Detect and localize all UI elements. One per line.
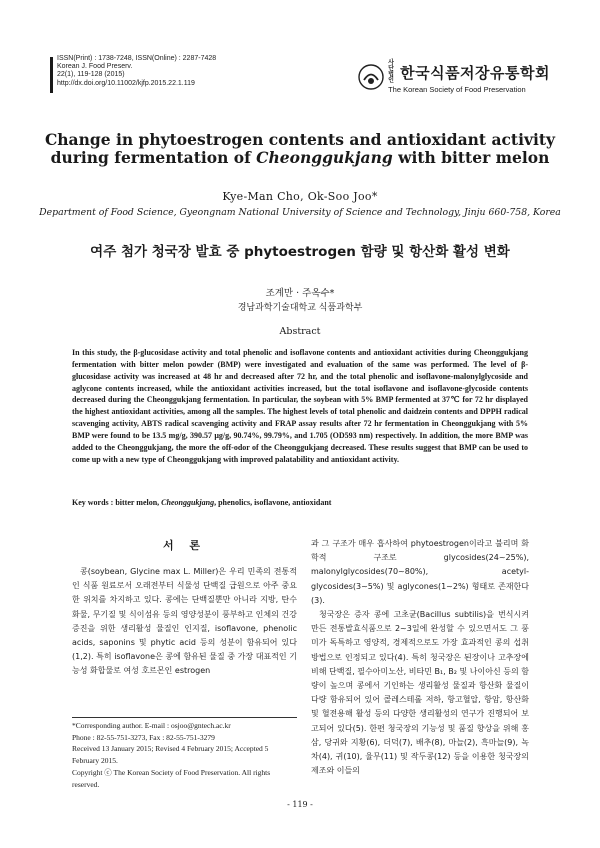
- keywords-part1: bitter melon,: [113, 498, 162, 507]
- society-name-en: The Korean Society of Food Preservation: [388, 85, 526, 94]
- right-column-text: [311, 537, 529, 778]
- paper-title-ko: 여주 첨가 청국장 발효 중 phytoestrogen 함량 및 항산화 활성 변화: [90, 244, 510, 260]
- title-en-italic: Cheonggukjang: [256, 148, 393, 167]
- abstract-body: In this study, the β-glucosidase activity and total phenolic and isoflavone contents and antioxidant activities during Cheonggukjang fermentation with bitter melon powder (BMP) were investigated and evaluation of the same was performed. The level of β-glucosidase activity was increased at 48 hr and decreased after 72 hr, and the total phenolic and isoflavone-malonylglycoside and aglycone contents increased, while the antioxidant activities increased, but the total isoflavone and isoflavone-glycoside contents decreased during the Cheonggukjang fermentation. In particular, the soybean with 5% BMP fermented at 37℃ for 72 hr displayed the highest antioxidant activities, among all the samples. The highest levels of total phenolic and daidzein contents and DPPH radical scavenging activity, ABTS radical scavenging activity and FRAP assay results after 72 hr fermentation in Cheonggukjang with 5% BMP were found to be 13.5 mg/g, 390.57 μg/g, 90.74%, 99.79%, and 1.705 (OD593 nm) respectively. In addition, the more BMP was added to the Cheonggukjang, the more the off-odor of the Cheonggukjang decreased. These results suggest that BMP can be used to come up with a new type of Cheonggukjang with improved palatability and antioxidant activity.: [72, 348, 528, 464]
- footnote-divider: [72, 717, 297, 718]
- doi-link[interactable]: http://dx.doi.org/10.11002/kjfp.2015.22.1.119: [57, 79, 195, 87]
- keywords-label: Key words :: [72, 498, 114, 507]
- society-name-ko: 한국식품저장유통학회: [400, 64, 550, 82]
- left-column-text: [72, 565, 297, 679]
- title-en-part2: with bitter melon: [392, 148, 550, 167]
- right-paragraph-2: 청국장은 증자 콩에 고초균(Bacillus subtilis)을 번식시켜 만든 전통발효식품으로 2~3일에 완성할 수 있으면서도 그 풍미가 독특하고 영양적, 경제적으로도 가장 효과적인 콩의 섭취방법으로 인정되고 있다(4). 특히 청국장은 된장이나 고추장에 비해 단백질, 필수아미노산, 비타민 B₁, B₂ 및 나이아신 등의 함량이 높으며 콩에서 기인하는 생리활성 물질과 항산화 물질이 다량 함유되어 있어 콜레스테롤 저하, 항고혈압, 항암, 항산화 및 혈전용해 활성 등의 다양한 생리활성의 연구가 진행되어 보고되어 있다(5). 한편 청국장의 기능성 및 품질 향상을 위해 홍삼, 당귀와 지황(6), 더덕(7), 배추(8), 마늘(2), 흑마늘(9), 녹차(4), 귀(10), 율무(11) 및 작두콩(12) 등을 이용한 청국장의 제조와 이들의: [311, 610, 529, 776]
- journal-line: Korean J. Food Preserv.: [57, 63, 133, 71]
- volume-line: 22(1), 119-128 (2015): [57, 71, 125, 79]
- section-heading-introduction: 서 론: [162, 539, 207, 552]
- phone-fax: Phone : 82-55-751-3273, Fax : 82-55-751-3279: [72, 732, 215, 742]
- title-en-part1: Change in phytoestrogen contents and antioxidant activity during fermentation of: [44, 130, 556, 167]
- footnote: [72, 720, 297, 790]
- left-paragraph: 콩(soybean, Glycine max L. Miller)은 우리 민족의 전통적인 식품 원료로서 오래전부터 식물성 단백질 급원으로 아주 중요한 위치를 차지하고 있다. 콩에는 단백질뿐만 아니라 지방, 탄수화물, 무기질 및 식이섬유 등의 영양성분이 풍부하고 인체의 건강 증진을 위한 생리활성 물질인 인지질, isoflavone, phenolic acids, saponins 및 phytic acid 등의 성분이 함유되어 있다(1,2). 특히 isoflavone은 콩에 함유된 물질 중 가장 대표적인 기능성 화합물로 여성 호르몬인 estrogen: [72, 567, 297, 676]
- society-header: [358, 60, 550, 94]
- affiliation-ko: 경남과학기술대학교 식품과학부: [237, 303, 363, 313]
- keywords-italic: Cheonggukjang: [161, 498, 215, 507]
- society-prefix: 사단법인: [388, 60, 394, 84]
- received-dates: Received 13 January 2015; Revised 4 February 2015; Accepted 5 February 2015.: [72, 744, 269, 766]
- copyright: Copyright ⓒ The Korean Society of Food Preservation. All rights reserved.: [72, 767, 271, 789]
- paper-title-en: [40, 131, 560, 167]
- page-number: - 119 -: [287, 800, 313, 809]
- authors-ko: 조계만 · 주옥수*: [265, 288, 335, 299]
- keywords-part2: , phenolics, isoflavone, antioxidant: [214, 498, 332, 507]
- issn-line: ISSN(Print) : 1738-7248, ISSN(Online) : 2287-7428: [57, 55, 217, 62]
- right-paragraph-1: 과 그 구조가 매우 흡사하여 phytoestrogen이라고 불리며 화학적 구조로 glycosides(24~25%), malonylglycosides(70~80%), acetyl-glycosides(3~5%) 및 aglycones(1~2%) 형태로 존재한다(3).: [311, 539, 529, 605]
- corresponding-author: *Corresponding author. E-mail : osjoo@gntech.ac.kr: [72, 721, 231, 730]
- affiliation-en: Department of Food Science, Gyeongnam National University of Science and Technology, Jinju 660-758, Korea: [39, 207, 561, 218]
- journal-meta: [50, 55, 216, 88]
- keywords: [72, 498, 528, 507]
- society-logo-icon: [358, 64, 384, 90]
- abstract-heading: Abstract: [279, 326, 321, 337]
- authors-en: Kye-Man Cho, Ok-Soo Joo*: [222, 190, 378, 203]
